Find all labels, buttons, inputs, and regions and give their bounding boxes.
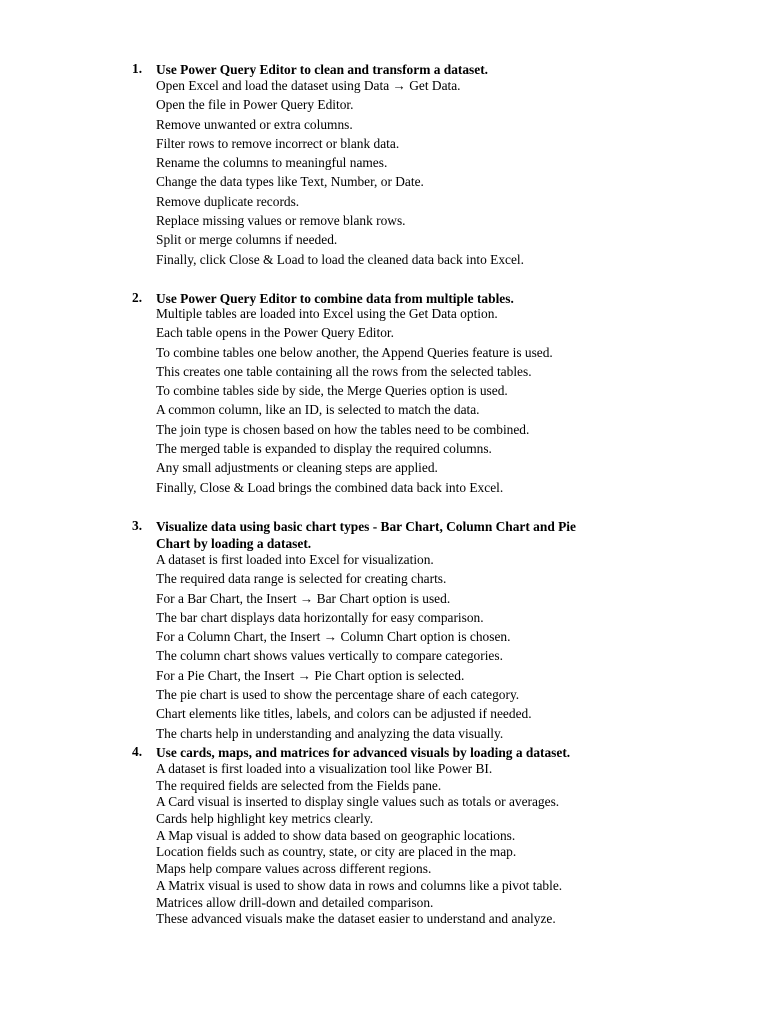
list-item: The merged table is expanded to display the required columns. <box>156 441 492 457</box>
list-item: Rename the columns to meaningful names. <box>156 155 388 171</box>
list-item: Matrices allow drill-down and detailed comparison. <box>156 894 434 910</box>
list-item: The charts help in understanding and analyzing the data visually. <box>156 725 504 741</box>
list-item: Maps help compare values across different regions. <box>156 861 432 877</box>
list-item: Chart elements like titles, labels, and colors can be adjusted if needed. <box>156 706 532 722</box>
list-item: A common column, like an ID, is selected to match the data. <box>156 402 480 418</box>
list-item: The pie chart is used to show the percentage share of each category. <box>156 687 520 703</box>
list-item: Multiple tables are loaded into Excel using the Get Data option. <box>156 306 498 321</box>
list-item: Location fields such as country, state, or city are placed in the map. <box>156 844 517 860</box>
list-item: Filter rows to remove incorrect or blank data. <box>156 135 400 151</box>
list-item: Split or merge columns if needed. <box>156 232 338 248</box>
list-item: A Matrix visual is used to show data in rows and columns like a pivot table. <box>156 877 563 893</box>
list-item: A dataset is first loaded into Excel for visualization. <box>156 552 434 567</box>
list-item: A dataset is first loaded into a visualization tool like Power BI. <box>156 761 493 776</box>
list-item: The required fields are selected from the Fields pane. <box>156 777 442 793</box>
list-item: Each table opens in the Power Query Editor. <box>156 325 394 341</box>
step-list <box>156 304 553 497</box>
list-item: The column chart shows values vertically to compare categories. <box>156 648 503 664</box>
list-item: The required data range is selected for creating charts. <box>156 571 447 587</box>
section-heading-line: Visualize data using basic chart types - Bar Chart, Column Chart and Pie <box>156 519 576 534</box>
list-item: Remove unwanted or extra columns. <box>156 116 353 132</box>
list-item: Any small adjustments or cleaning steps are applied. <box>156 460 438 476</box>
section-heading-line: Chart by loading a dataset. <box>156 536 312 551</box>
step-list <box>156 761 562 928</box>
list-item: This creates one table containing all the rows from the selected tables. <box>156 363 532 379</box>
list-item: Change the data types like Text, Number, or Date. <box>156 174 424 190</box>
list-item: Finally, Close & Load brings the combined data back into Excel. <box>156 479 504 495</box>
list-item: The bar chart displays data horizontally for easy comparison. <box>156 609 484 625</box>
list-item: Open the file in Power Query Editor. <box>156 97 354 113</box>
list-item: Cards help highlight key metrics clearly. <box>156 811 374 827</box>
section-number: 4. <box>132 744 143 759</box>
list-item: The join type is chosen based on how the tables need to be combined. <box>156 421 530 437</box>
list-item: Replace missing values or remove blank rows. <box>156 213 406 229</box>
list-item: For a Bar Chart, the Insert → Bar Chart option is used. <box>156 590 451 606</box>
list-item: To combine tables one below another, the Append Queries feature is used. <box>156 344 553 360</box>
section-heading: Use Power Query Editor to combine data from multiple tables. <box>156 291 514 306</box>
section-number: 2. <box>132 290 143 305</box>
section-heading <box>156 518 656 552</box>
list-item: For a Column Chart, the Insert → Column Chart option is chosen. <box>156 629 511 645</box>
list-item: Remove duplicate records. <box>156 193 300 209</box>
list-item: These advanced visuals make the dataset easier to understand and analyze. <box>156 911 556 927</box>
section-heading: Use cards, maps, and matrices for advanced visuals by loading a dataset. <box>156 745 571 760</box>
section-heading: Use Power Query Editor to clean and transform a dataset. <box>156 62 488 77</box>
section-number: 3. <box>132 518 143 533</box>
list-item: To combine tables side by side, the Merge Queries option is used. <box>156 383 508 399</box>
step-list <box>156 550 532 743</box>
list-item: Finally, click Close & Load to load the cleaned data back into Excel. <box>156 251 524 267</box>
section-number: 1. <box>132 61 143 76</box>
step-list <box>156 76 524 269</box>
list-item: A Card visual is inserted to display single values such as totals or averages. <box>156 794 560 810</box>
list-item: For a Pie Chart, the Insert → Pie Chart option is selected. <box>156 667 465 683</box>
list-item: A Map visual is added to show data based on geographic locations. <box>156 827 516 843</box>
list-item: Open Excel and load the dataset using Data → Get Data. <box>156 78 461 93</box>
